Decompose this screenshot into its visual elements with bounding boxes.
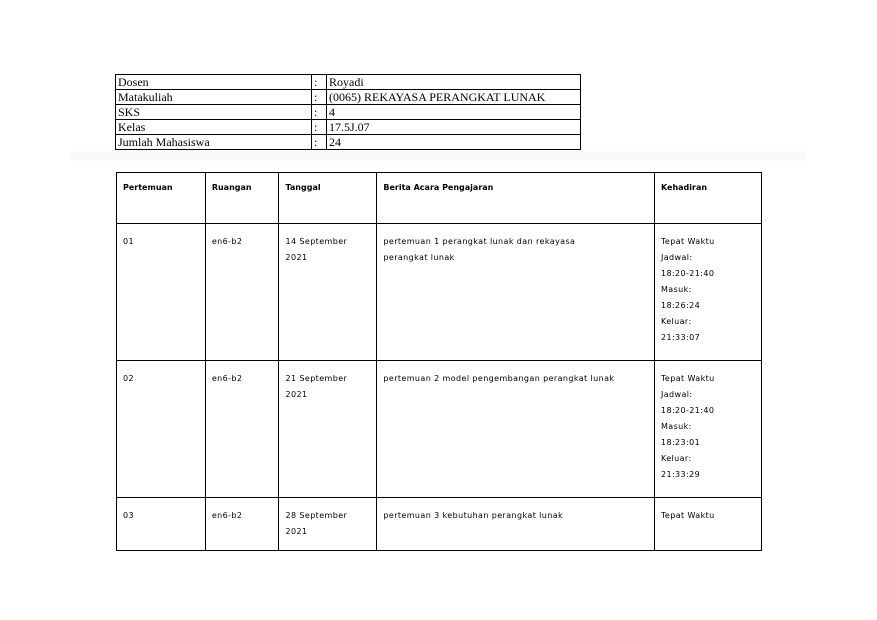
table-row	[117, 498, 762, 551]
tanggal-line: 21 September	[285, 374, 348, 383]
kehadiran-line: Keluar:	[660, 454, 692, 463]
table-header-row	[117, 173, 762, 224]
header-kehadiran: Kehadiran	[654, 173, 761, 224]
cell-kehadiran	[654, 224, 761, 361]
info-row-matakuliah	[116, 90, 581, 105]
berita-line: pertemuan 2 model pengembangan perangkat lunak	[383, 374, 615, 383]
kehadiran-line: Tepat Waktu	[660, 374, 715, 383]
tanggal-line: 2021	[285, 527, 308, 536]
cell-pertemuan: 02	[117, 361, 206, 498]
info-row-sks	[116, 105, 581, 120]
header-tanggal: Tanggal	[279, 173, 377, 224]
info-separator: :	[312, 105, 327, 120]
info-row-jumlah-mahasiswa	[116, 135, 581, 150]
cell-ruangan: en6-b2	[205, 498, 279, 551]
kehadiran-line: Jadwal:	[660, 390, 693, 399]
table-row	[117, 224, 762, 361]
cell-kehadiran	[654, 498, 761, 551]
cell-tanggal	[279, 224, 377, 361]
info-row-kelas	[116, 120, 581, 135]
cell-berita-acara	[377, 224, 655, 361]
berita-line: perangkat lunak	[383, 253, 455, 262]
info-label: Dosen	[116, 75, 312, 90]
kehadiran-line: Masuk:	[660, 422, 692, 431]
info-label: Kelas	[116, 120, 312, 135]
kehadiran-line: 21:33:29	[660, 470, 701, 479]
tanggal-line: 14 September	[285, 237, 348, 246]
attendance-table	[116, 172, 762, 551]
kehadiran-line: 21:33:07	[660, 333, 701, 342]
kehadiran-line: 18:20-21:40	[660, 269, 715, 278]
info-value: Royadi	[327, 75, 581, 90]
cell-berita-acara	[377, 498, 655, 551]
kehadiran-line: Keluar:	[660, 317, 692, 326]
info-row-dosen	[116, 75, 581, 90]
cell-pertemuan: 03	[117, 498, 206, 551]
kehadiran-line: 18:20-21:40	[660, 406, 715, 415]
info-value: 24	[327, 135, 581, 150]
kehadiran-line: Tepat Waktu	[660, 237, 715, 246]
table-row	[117, 361, 762, 498]
course-info-table	[115, 74, 581, 150]
cell-tanggal	[279, 361, 377, 498]
info-label: Jumlah Mahasiswa	[116, 135, 312, 150]
cell-ruangan: en6-b2	[205, 361, 279, 498]
info-separator: :	[312, 90, 327, 105]
info-value: (0065) REKAYASA PERANGKAT LUNAK	[327, 90, 581, 105]
cell-tanggal	[279, 498, 377, 551]
cell-berita-acara	[377, 361, 655, 498]
kehadiran-line: 18:26:24	[660, 301, 701, 310]
cell-kehadiran	[654, 361, 761, 498]
tanggal-line: 2021	[285, 253, 308, 262]
header-pertemuan: Pertemuan	[117, 173, 206, 224]
kehadiran-line: Masuk:	[660, 285, 692, 294]
cell-pertemuan: 01	[117, 224, 206, 361]
tanggal-line: 28 September	[285, 511, 348, 520]
info-separator: :	[312, 75, 327, 90]
info-label: SKS	[116, 105, 312, 120]
berita-line: pertemuan 3 kebutuhan perangkat lunak	[383, 511, 564, 520]
header-berita-acara: Berita Acara Pengajaran	[377, 173, 655, 224]
info-value: 4	[327, 105, 581, 120]
berita-line: pertemuan 1 perangkat lunak dan rekayasa	[383, 237, 576, 246]
kehadiran-line: Tepat Waktu	[660, 511, 715, 520]
divider	[70, 151, 805, 161]
tanggal-line: 2021	[285, 390, 308, 399]
info-separator: :	[312, 120, 327, 135]
info-value: 17.5J.07	[327, 120, 581, 135]
info-separator: :	[312, 135, 327, 150]
kehadiran-line: Jadwal:	[660, 253, 693, 262]
header-ruangan: Ruangan	[205, 173, 279, 224]
kehadiran-line: 18:23:01	[660, 438, 701, 447]
info-label: Matakuliah	[116, 90, 312, 105]
cell-ruangan: en6-b2	[205, 224, 279, 361]
